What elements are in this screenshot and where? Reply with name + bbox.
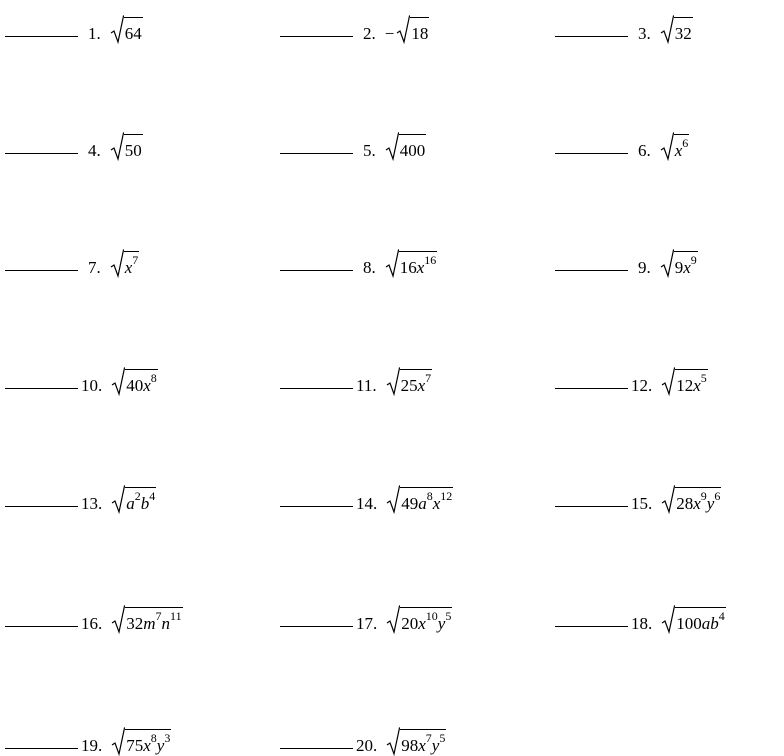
exponent: 7: [425, 731, 432, 746]
radicand: [674, 134, 690, 161]
variable: m: [143, 614, 156, 633]
variable: ab: [701, 614, 719, 633]
radicand: [399, 134, 427, 161]
problem-number: 17.: [356, 614, 378, 633]
problem-7: [5, 238, 139, 278]
problem-number: 5.: [363, 141, 376, 160]
problem-number: 18.: [631, 614, 653, 633]
square-root-icon: [386, 726, 400, 756]
radical-expression: [386, 604, 452, 634]
square-root-icon: [660, 131, 674, 161]
square-root-icon: [111, 366, 125, 396]
radicand: [400, 369, 433, 396]
coefficient: 98: [401, 736, 419, 755]
radical-expression: [110, 131, 143, 161]
problem-18: [555, 594, 726, 634]
exponent: 2: [134, 489, 141, 504]
problem-11: [280, 356, 432, 396]
square-root-icon: [110, 131, 124, 161]
answer-blank[interactable]: [5, 387, 78, 389]
coefficient: 64: [124, 24, 142, 43]
variable: x: [416, 258, 425, 277]
square-root-icon: [660, 14, 674, 44]
coefficient: 32: [674, 24, 692, 43]
radical-expression: [110, 248, 140, 278]
square-root-icon: [386, 484, 400, 514]
variable: x: [143, 376, 151, 395]
problem-number: 1.: [88, 24, 101, 43]
coefficient: 16: [399, 258, 417, 277]
radical-expression: [661, 604, 726, 634]
radical-expression: [660, 14, 693, 44]
variable: a: [126, 494, 135, 513]
exponent: 8: [150, 371, 157, 386]
exponent: 4: [149, 489, 156, 504]
variable: y: [706, 494, 715, 513]
variable: x: [683, 258, 691, 277]
variable: y: [156, 736, 165, 755]
problem-number: 16.: [81, 614, 103, 633]
answer-blank[interactable]: [280, 747, 353, 749]
radicand: [674, 251, 698, 278]
problem-6: [555, 121, 689, 161]
coefficient: 9: [674, 258, 684, 277]
coefficient: 75: [126, 736, 144, 755]
radical-expression: [660, 131, 690, 161]
answer-blank[interactable]: [555, 152, 628, 154]
square-root-icon: [111, 604, 125, 634]
problem-number: 6.: [638, 141, 651, 160]
problem-number: 3.: [638, 24, 651, 43]
coefficient: 40: [126, 376, 144, 395]
problem-17: [280, 594, 452, 634]
problem-number: 4.: [88, 141, 101, 160]
problem-number: 12.: [631, 376, 653, 395]
problem-9: [555, 238, 698, 278]
problem-number: 9.: [638, 258, 651, 277]
square-root-icon: [396, 14, 410, 44]
variable: x: [124, 258, 133, 277]
variable: x: [693, 494, 701, 513]
answer-blank[interactable]: [5, 152, 78, 154]
variable: x: [417, 376, 426, 395]
exponent: 6: [714, 489, 721, 504]
answer-blank[interactable]: [280, 387, 353, 389]
problem-number: 8.: [363, 258, 376, 277]
coefficient: 12: [676, 376, 694, 395]
coefficient: 18: [411, 24, 429, 43]
radical-expression: [111, 366, 158, 396]
radical-expression: [385, 248, 438, 278]
variable: x: [418, 614, 426, 633]
exponent: 9: [700, 489, 707, 504]
exponent: 7: [132, 253, 139, 268]
exponent: 5: [700, 371, 707, 386]
answer-blank[interactable]: [555, 269, 628, 271]
answer-blank[interactable]: [555, 625, 628, 627]
answer-blank[interactable]: [5, 505, 78, 507]
answer-blank[interactable]: [280, 505, 353, 507]
answer-blank[interactable]: [555, 35, 628, 37]
radicand: [675, 607, 726, 634]
radicand: [124, 134, 143, 161]
radicand: [675, 487, 721, 514]
radicand: [400, 607, 452, 634]
variable: y: [431, 736, 440, 755]
radical-expression: [385, 131, 427, 161]
problem-2: [280, 4, 429, 44]
problem-number: 2.: [363, 24, 376, 43]
exponent: 5: [439, 731, 446, 746]
answer-blank[interactable]: [280, 35, 353, 37]
radicand: [399, 251, 438, 278]
problem-5: [280, 121, 426, 161]
problem-number: 15.: [631, 494, 653, 513]
variable: x: [693, 376, 701, 395]
radicand: [674, 17, 693, 44]
problem-14: [280, 474, 453, 514]
exponent: 11: [170, 609, 182, 624]
radicand: [125, 369, 158, 396]
exponent: 3: [164, 731, 171, 746]
variable: x: [143, 736, 151, 755]
exponent: 4: [718, 609, 725, 624]
radicand: [125, 487, 156, 514]
coefficient: 100: [676, 614, 702, 633]
variable: n: [161, 614, 171, 633]
answer-blank[interactable]: [280, 152, 353, 154]
negative-sign: −: [384, 24, 395, 43]
answer-blank[interactable]: [555, 505, 628, 507]
radicand: [675, 369, 708, 396]
exponent: 8: [150, 731, 157, 746]
answer-blank[interactable]: [555, 387, 628, 389]
problem-number: 10.: [81, 376, 103, 395]
radical-expression: [386, 484, 453, 514]
radicand: [124, 251, 140, 278]
exponent: 9: [690, 253, 697, 268]
coefficient: 25: [400, 376, 418, 395]
exponent: 10: [425, 609, 438, 624]
problem-number: 20.: [356, 736, 378, 755]
answer-blank[interactable]: [280, 625, 353, 627]
exponent: 7: [425, 371, 432, 386]
square-root-icon: [386, 366, 400, 396]
variable: a: [418, 494, 427, 513]
square-root-icon: [385, 131, 399, 161]
radical-expression: [386, 366, 433, 396]
answer-blank[interactable]: [5, 625, 78, 627]
variable: x: [432, 494, 441, 513]
variable: y: [437, 614, 446, 633]
radical-expression: [396, 14, 429, 44]
square-root-icon: [111, 484, 125, 514]
square-root-icon: [385, 248, 399, 278]
radicand: [125, 729, 171, 756]
radicand: [400, 487, 453, 514]
radicand: [400, 729, 446, 756]
square-root-icon: [110, 14, 124, 44]
answer-blank[interactable]: [5, 747, 78, 749]
problem-8: [280, 238, 437, 278]
problem-15: [555, 474, 721, 514]
radical-expression: [111, 604, 182, 634]
answer-blank[interactable]: [5, 269, 78, 271]
variable: x: [418, 736, 426, 755]
coefficient: 49: [401, 494, 419, 513]
problem-20: [280, 716, 446, 756]
problem-1: [5, 4, 143, 44]
problem-10: [5, 356, 158, 396]
square-root-icon: [110, 248, 124, 278]
problem-number: 19.: [81, 736, 103, 755]
square-root-icon: [661, 484, 675, 514]
coefficient: 28: [676, 494, 694, 513]
coefficient: 400: [399, 141, 426, 160]
exponent: 8: [426, 489, 433, 504]
radicand: [410, 17, 429, 44]
problem-3: [555, 4, 693, 44]
problem-number: 7.: [88, 258, 101, 277]
problem-number: 14.: [356, 494, 378, 513]
radical-expression: [661, 484, 721, 514]
radical-expression: [111, 484, 156, 514]
variable: x: [674, 141, 683, 160]
exponent: 6: [682, 136, 689, 151]
coefficient: 20: [401, 614, 419, 633]
problem-number: 11.: [356, 376, 377, 395]
exponent: 5: [445, 609, 452, 624]
radicand: [124, 17, 143, 44]
exponent: 16: [424, 253, 437, 268]
answer-blank[interactable]: [5, 35, 78, 37]
exponent: 7: [155, 609, 162, 624]
square-root-icon: [661, 366, 675, 396]
problem-12: [555, 356, 708, 396]
radical-expression: [111, 726, 171, 756]
radicand: [125, 607, 182, 634]
square-root-icon: [386, 604, 400, 634]
variable: b: [140, 494, 150, 513]
square-root-icon: [660, 248, 674, 278]
exponent: 12: [440, 489, 453, 504]
radical-expression: [110, 14, 143, 44]
radical-expression: [386, 726, 446, 756]
coefficient: 32: [126, 614, 144, 633]
problem-13: [5, 474, 156, 514]
coefficient: 50: [124, 141, 142, 160]
radical-expression: [660, 248, 698, 278]
problem-19: [5, 716, 171, 756]
square-root-icon: [661, 604, 675, 634]
square-root-icon: [111, 726, 125, 756]
problem-16: [5, 594, 183, 634]
problem-4: [5, 121, 143, 161]
radical-expression: [661, 366, 708, 396]
answer-blank[interactable]: [280, 269, 353, 271]
problem-number: 13.: [81, 494, 103, 513]
